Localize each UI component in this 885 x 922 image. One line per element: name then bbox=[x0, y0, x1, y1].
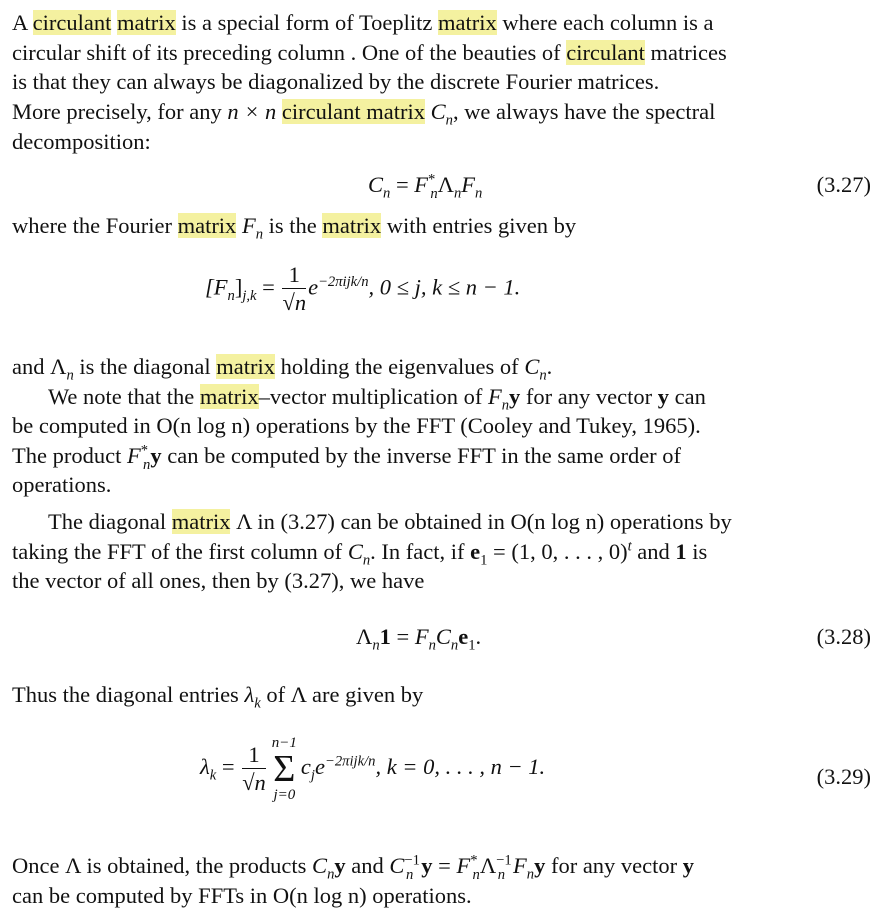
equals: = bbox=[256, 274, 281, 300]
para1-line5: decomposition: bbox=[12, 129, 151, 154]
para1-line2 bbox=[12, 38, 727, 68]
math-sub: n bbox=[372, 637, 380, 654]
equation-number: (3.27) bbox=[816, 172, 871, 197]
equals: = bbox=[216, 754, 241, 780]
text: –vector multiplication of bbox=[258, 384, 488, 409]
fraction bbox=[282, 262, 306, 317]
math-c: C bbox=[430, 99, 446, 124]
condition: , k = 0, . . . , n − 1. bbox=[375, 754, 546, 780]
math-sup: * bbox=[140, 442, 149, 459]
para4-line4: operations. bbox=[12, 472, 112, 497]
text: and bbox=[12, 354, 51, 379]
text: holding the eigenvalues of bbox=[274, 354, 525, 379]
math-sub: n bbox=[327, 866, 335, 883]
math-sup: −1 bbox=[404, 852, 420, 869]
math-sub: n bbox=[526, 866, 535, 883]
text: can be computed by the inverse FFT in the same order of bbox=[161, 443, 682, 468]
para3-line1 bbox=[12, 352, 552, 382]
text: = (1, 0, . . . , 0) bbox=[487, 539, 628, 564]
math-e: e bbox=[314, 754, 325, 780]
text: We note that the bbox=[48, 384, 200, 409]
para5-line3: the vector of all ones, then by (3.27), we have bbox=[12, 568, 425, 593]
math-sub: n bbox=[255, 226, 263, 243]
math-c: C bbox=[347, 539, 363, 564]
highlight-matrix: matrix bbox=[438, 10, 497, 35]
text: , we always have the spectral bbox=[452, 99, 716, 124]
text: can bbox=[668, 384, 706, 409]
text: is bbox=[686, 539, 708, 564]
text: Λ in (3.27) can be obtained in O(n log n) operations by bbox=[230, 509, 732, 534]
math-sub: n bbox=[497, 866, 506, 883]
text: matrices bbox=[644, 40, 727, 65]
numerator: 1 bbox=[242, 742, 266, 769]
sum-upper-limit: n−1 bbox=[271, 735, 297, 751]
para5-line1 bbox=[48, 507, 732, 537]
math-sub: 1 bbox=[480, 552, 488, 569]
highlight-circulant: circulant bbox=[32, 10, 112, 35]
bracket: ] bbox=[234, 274, 243, 300]
math-sub: n bbox=[383, 185, 391, 202]
math-y: y bbox=[150, 443, 162, 468]
math-sub: n bbox=[501, 397, 510, 414]
math-c: c bbox=[300, 754, 311, 780]
highlight-matrix: matrix bbox=[116, 10, 176, 35]
math-sub: 1 bbox=[468, 637, 476, 654]
para4-line2: be computed in O(n log n) operations by the FFT (Cooley and Tukey, 1965). bbox=[12, 413, 701, 438]
text: for any vector bbox=[545, 853, 683, 878]
equation-number: (3.29) bbox=[816, 764, 871, 789]
math-sub: n bbox=[445, 112, 453, 129]
denominator: √n bbox=[242, 769, 266, 795]
math-sub: n bbox=[475, 185, 483, 202]
math-sub: n bbox=[66, 367, 74, 384]
para6-line1 bbox=[12, 680, 423, 710]
math-e: e bbox=[470, 539, 481, 564]
math-f: F bbox=[414, 624, 429, 649]
text: . bbox=[546, 354, 553, 379]
text: Once Λ is obtained, the products bbox=[12, 853, 313, 878]
text: with entries given by bbox=[381, 213, 577, 238]
math-one: 1 bbox=[675, 539, 687, 564]
math-f: F bbox=[487, 384, 502, 409]
math-sup: * bbox=[470, 852, 478, 869]
condition: , 0 ≤ j, k ≤ n − 1. bbox=[368, 274, 521, 300]
text: and bbox=[345, 853, 390, 878]
text: where each column is a bbox=[496, 10, 714, 35]
text: More precisely, for any bbox=[12, 99, 228, 124]
text: circular shift of its preceding column . One of the beauties of bbox=[12, 40, 567, 65]
text: of Λ are given by bbox=[260, 682, 424, 707]
math-sub-jk: j,k bbox=[242, 288, 257, 305]
math-sub: n bbox=[405, 866, 414, 883]
text: and bbox=[631, 539, 676, 564]
text: A bbox=[12, 10, 33, 35]
math-lambda-k: λ bbox=[244, 682, 255, 707]
equals: = bbox=[390, 624, 415, 649]
text: is the bbox=[263, 213, 323, 238]
text: . In fact, if bbox=[370, 539, 471, 564]
math-sub: k bbox=[209, 767, 217, 784]
math-sup: * bbox=[428, 171, 436, 188]
text: is a special form of Toeplitz bbox=[175, 10, 439, 35]
highlight-matrix: matrix bbox=[171, 509, 231, 534]
highlight-circulant: circulant bbox=[566, 40, 645, 65]
math-lambda-k: λ bbox=[200, 754, 210, 780]
math-c: C bbox=[368, 172, 384, 197]
math-sub: n bbox=[227, 288, 235, 305]
math-e: e bbox=[308, 274, 319, 300]
para4-line3 bbox=[12, 441, 681, 471]
math-lambda: Λ bbox=[356, 624, 373, 649]
summation bbox=[272, 735, 297, 803]
text: is the diagonal bbox=[73, 354, 217, 379]
math-sub: j bbox=[310, 767, 315, 784]
equals: = bbox=[390, 172, 415, 197]
period: . bbox=[475, 624, 482, 649]
math-c: C bbox=[389, 853, 405, 878]
math-c: C bbox=[524, 354, 540, 379]
exponent: −2πijk/n bbox=[324, 753, 376, 770]
math-f: F bbox=[456, 853, 471, 878]
math-y: y bbox=[534, 853, 546, 878]
numerator: 1 bbox=[282, 262, 306, 289]
math-y: y bbox=[421, 853, 433, 878]
para5-line2 bbox=[12, 537, 707, 567]
math-f: F bbox=[241, 213, 256, 238]
text: The product bbox=[12, 443, 127, 468]
math-lambda: Λ bbox=[479, 853, 497, 878]
math-sub: n bbox=[450, 637, 459, 654]
para4-line1 bbox=[48, 382, 706, 412]
math-f: F bbox=[513, 853, 527, 878]
math-sub: n bbox=[472, 866, 480, 883]
text: taking the FFT of the first column of bbox=[12, 539, 348, 564]
math-sub: n bbox=[430, 185, 438, 202]
math-e: e bbox=[458, 624, 469, 649]
math-sub: n bbox=[453, 185, 462, 202]
text: where the Fourier bbox=[12, 213, 178, 238]
text: for any vector bbox=[520, 384, 658, 409]
equation-number: (3.28) bbox=[816, 624, 871, 649]
para2-line1 bbox=[12, 211, 576, 241]
math-f-bracket: [F bbox=[205, 274, 228, 300]
sigma-symbol: Σ bbox=[273, 748, 296, 790]
text: The diagonal bbox=[48, 509, 172, 534]
denominator: √n bbox=[282, 290, 307, 315]
fraction bbox=[242, 742, 266, 797]
math-c: C bbox=[312, 853, 328, 878]
highlight-matrix: matrix bbox=[199, 384, 259, 409]
math-f: F bbox=[126, 443, 141, 468]
highlight-matrix: matrix bbox=[177, 213, 237, 238]
highlight-circulant-matrix: circulant matrix bbox=[281, 99, 425, 124]
math-f: F bbox=[461, 172, 476, 197]
math-lambda: Λ bbox=[437, 172, 454, 197]
para1-line4 bbox=[12, 97, 715, 127]
exponent: −2πijk/n bbox=[318, 274, 369, 291]
math-sup: −1 bbox=[496, 852, 512, 869]
math-sub: n bbox=[539, 367, 547, 384]
math-n-by-n: n × n bbox=[227, 99, 277, 124]
para1-line1 bbox=[12, 8, 714, 38]
math-f: F bbox=[414, 172, 429, 197]
highlight-matrix: matrix bbox=[322, 213, 382, 238]
math-sup: t bbox=[627, 538, 632, 555]
text: Thus the diagonal entries bbox=[12, 682, 245, 707]
math-c: C bbox=[435, 624, 451, 649]
math-sub: k bbox=[254, 695, 261, 712]
sum-lower-limit: j=0 bbox=[273, 787, 296, 803]
para1-line3: is that they can always be diagonalized by the discrete Fourier matrices. bbox=[12, 69, 660, 94]
math-sub: n bbox=[362, 552, 371, 569]
math-y: y bbox=[682, 853, 695, 878]
math-sub: n bbox=[428, 637, 436, 654]
para7-line1 bbox=[12, 851, 694, 881]
math-one: 1 bbox=[379, 624, 391, 649]
math-y: y bbox=[509, 384, 521, 409]
highlight-matrix: matrix bbox=[216, 354, 275, 379]
math-lambda: Λ bbox=[50, 354, 67, 379]
math-y: y bbox=[334, 853, 346, 878]
equals: = bbox=[432, 853, 457, 878]
math-sub: n bbox=[143, 456, 151, 473]
math-y: y bbox=[657, 384, 669, 409]
para7-line2: can be computed by FFTs in O(n log n) operations. bbox=[12, 883, 472, 908]
